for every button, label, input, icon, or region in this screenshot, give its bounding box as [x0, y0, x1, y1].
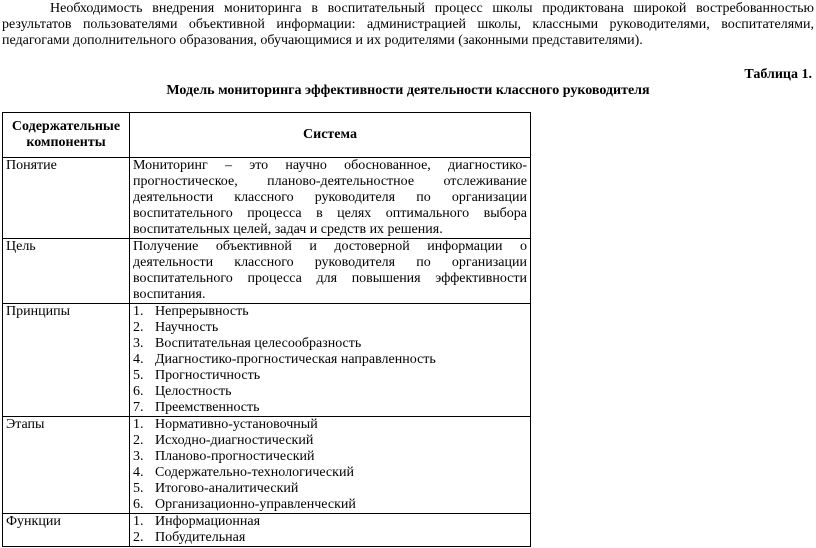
list-item: 6. Организационно-управленческий	[133, 497, 356, 512]
row-label: Понятие	[3, 158, 130, 239]
row-list	[130, 304, 531, 417]
row-text: Получение объективной и достоверной информации о деятельности классного руководителя по организации воспитательного процесса для повышения эффективности воспитания.	[130, 239, 531, 304]
list-item: 2. Исходно-диагностический	[133, 433, 314, 448]
intro-text: Необходимость внедрения мониторинга в воспитательный процесс школы продиктована широкой востребованностью результатов пользователями объективной информации: администрацией школы, классными руководителями, воспитателями, педагогами дополнительного образования, обучающимися и их родителями (законными представителями).	[2, 1, 814, 48]
row-label: Этапы	[3, 417, 130, 514]
table-row	[3, 514, 531, 547]
list-item: 2. Научность	[133, 320, 219, 335]
table-header-row	[3, 113, 531, 158]
list-item: 3. Планово-прогностический	[133, 449, 315, 464]
row-text: Мониторинг – это научно обоснованное, диагностико-прогностическое, планово-деятельностное отслеживание деятельности классного руководителя по организации воспитательного процесса в целях оптимального выбора воспитательных целей, задач и средств их решения.	[130, 158, 531, 239]
table-row	[3, 239, 531, 304]
list-item: 1. Информационная	[133, 514, 261, 529]
row-label: Принципы	[3, 304, 130, 417]
header-components: Содержательные компоненты	[3, 113, 130, 158]
list-item: 5. Итогово-аналитический	[133, 481, 299, 496]
row-label: Функции	[3, 514, 130, 547]
table-row	[3, 304, 531, 417]
table-row	[3, 158, 531, 239]
list-item: 4. Содержательно-технологический	[133, 465, 354, 480]
list-item: 4. Диагностико-прогностическая направленность	[133, 352, 436, 367]
list-item: 1. Непрерывность	[133, 304, 249, 319]
intro-paragraph	[2, 1, 814, 49]
table-row	[3, 417, 531, 514]
header-system: Система	[130, 113, 531, 158]
table-number: Таблица 1.	[744, 67, 812, 82]
list-item: 5. Прогностичность	[133, 368, 261, 383]
list-item: 6. Целостность	[133, 384, 232, 399]
row-list	[130, 417, 531, 514]
row-list	[130, 514, 531, 547]
list-item: 2. Побудительная	[133, 530, 246, 545]
monitoring-model-table	[2, 112, 531, 547]
list-item: 1. Нормативно-установочный	[133, 417, 318, 432]
row-label: Цель	[3, 239, 130, 304]
list-item: 7. Преемственность	[133, 400, 260, 415]
table-title: Модель мониторинга эффективности деятельности классного руководителя	[166, 83, 650, 98]
list-item: 3. Воспитательная целесообразность	[133, 336, 362, 351]
